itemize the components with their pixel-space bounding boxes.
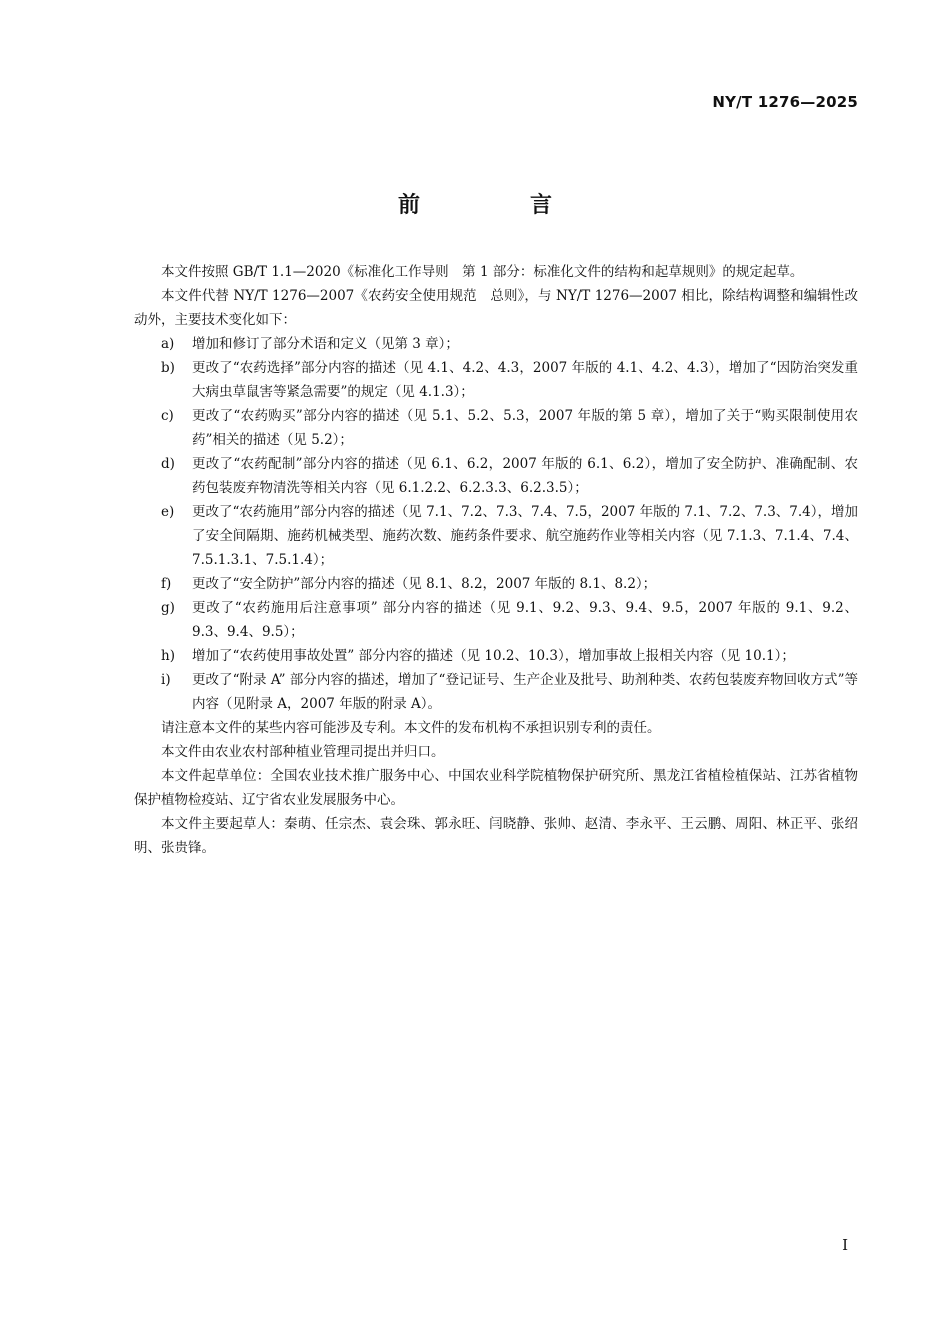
list-item-text: 更改了“农药配制”部分内容的描述（见 6.1、6.2，2007 年版的 6.1、6.2），增加了安全防护、准确配制、农药包装废弃物清洗等相关内容（见 6.1.2.2、6.2.3.3、6.2.3.5）； (192, 456, 858, 496)
list-item (134, 452, 858, 500)
page-title: 前 言 (397, 193, 596, 218)
paragraph: 本文件按照 GB/T 1.1—2020《标准化工作导则 第 1 部分：标准化文件的结构和起草规则》的规定起草。 (161, 264, 804, 280)
list-item-text: 更改了“附录 A” 部分内容的描述，增加了“登记证号、生产企业及批号、助剂种类、农药包装废弃物回收方式”等内容（见附录 A，2007 年版的附录 A）。 (192, 672, 858, 712)
list-item-text: 更改了“安全防护”部分内容的描述（见 8.1、8.2，2007 年版的 8.1、8.2）； (192, 576, 657, 592)
list-item-text: 增加和修订了部分术语和定义（见第 3 章）； (192, 336, 459, 352)
standard-code: NY/T 1276—2025 (712, 93, 858, 111)
paragraph: 本文件主要起草人：秦萌、任宗杰、袁会珠、郭永旺、闫晓静、张帅、赵清、李永平、王云鹏、周阳、林正平、张绍明、张贵锋。 (134, 816, 858, 856)
list-item-text: 更改了“农药购买”部分内容的描述（见 5.1、5.2、5.3，2007 年版的第 5 章），增加了关于“购买限制使用农药”相关的描述（见 5.2）； (192, 408, 858, 448)
list-item-text: 增加了“农药使用事故处置” 部分内容的描述（见 10.2、10.3），增加事故上报相关内容（见 10.1）； (192, 648, 795, 664)
list-item-marker: a) (161, 336, 175, 352)
change-list (134, 332, 858, 716)
document-body (134, 260, 858, 860)
page-number: I (842, 1236, 848, 1254)
list-item-marker: e) (161, 504, 175, 520)
list-item (134, 572, 858, 596)
paragraph: 本文件起草单位：全国农业技术推广服务中心、中国农业科学院植物保护研究所、黑龙江省植检植保站、江苏省植物保护植物检疫站、辽宁省农业发展服务中心。 (134, 768, 858, 808)
list-item (134, 332, 858, 356)
list-item-marker: f) (161, 576, 172, 592)
list-item (134, 668, 858, 716)
paragraph: 本文件代替 NY/T 1276—2007《农药安全使用规范 总则》，与 NY/T 1276—2007 相比，除结构调整和编辑性改动外，主要技术变化如下： (134, 288, 858, 328)
list-item-text: 更改了“农药施用”部分内容的描述（见 7.1、7.2、7.3、7.4、7.5，2007 年版的 7.1、7.2、7.3、7.4），增加了安全间隔期、施药机械类型、施药次数、施药条件要求、航空施药作业等相关内容（见 7.1.3、7.1.4、7.4、7.5.1.3.1、7.5.1.4）； (192, 504, 859, 568)
list-item-marker: d) (161, 456, 175, 472)
list-item (134, 356, 858, 404)
paragraph: 本文件由农业农村部种植业管理司提出并归口。 (161, 744, 445, 760)
list-item (134, 644, 858, 668)
list-item (134, 404, 858, 452)
list-item (134, 500, 858, 572)
list-item-marker: c) (161, 408, 174, 424)
list-item-marker: g) (161, 600, 175, 616)
list-item-marker: i) (161, 672, 171, 688)
list-item-marker: b) (161, 360, 175, 376)
list-item-text: 更改了“农药施用后注意事项” 部分内容的描述（见 9.1、9.2、9.3、9.4、9.5，2007 年版的 9.1、9.2、9.3、9.4、9.5）； (192, 600, 858, 640)
list-item-text: 更改了“农药选择”部分内容的描述（见 4.1、4.2、4.3，2007 年版的 4.1、4.2、4.3），增加了“因防治突发重大病虫草鼠害等紧急需要”的规定（见 4.1.3）； (192, 360, 858, 400)
list-item (134, 596, 858, 644)
paragraph: 请注意本文件的某些内容可能涉及专利。本文件的发布机构不承担识别专利的责任。 (161, 720, 661, 736)
list-item-marker: h) (161, 648, 175, 664)
